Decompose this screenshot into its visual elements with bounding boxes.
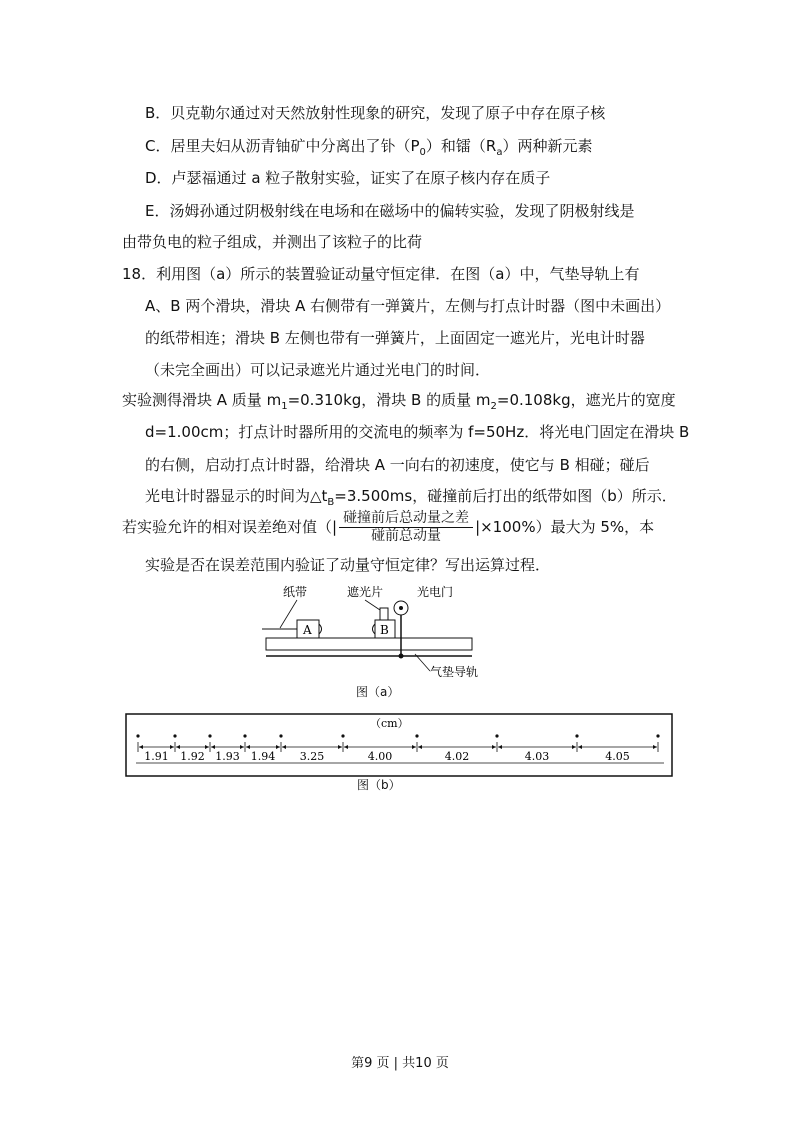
option-c-sub1: 0 bbox=[419, 147, 426, 158]
tape-segment-label: 3.25 bbox=[299, 750, 325, 763]
leader-tape bbox=[280, 600, 297, 628]
label-shade: 遮光片 bbox=[347, 585, 384, 599]
tape-dot bbox=[173, 734, 176, 737]
option-c-mid: ）和镭（R bbox=[425, 137, 497, 155]
q18-line9-a: 若实验允许的相对误差绝对值（| bbox=[122, 518, 338, 536]
air-track bbox=[266, 638, 472, 650]
option-e-line1: E．汤姆孙通过阴极射线在电场和在磁场中的偏转实验，发现了阴极射线是 bbox=[145, 202, 635, 220]
tape-arrowhead bbox=[492, 745, 496, 749]
q18-line2: A、B 两个滑块，滑块 A 右侧带有一弹簧片，左侧与打点计时器（图中未画出） bbox=[145, 297, 671, 315]
q18-line3: 的纸带相连；滑块 B 左侧也带有一弹簧片，上面固定一遮光片，光电计时器 bbox=[145, 329, 645, 347]
tape-segment-label: 4.05 bbox=[605, 750, 630, 763]
option-c-sub2: a bbox=[496, 147, 503, 158]
tape-dot bbox=[575, 734, 578, 737]
figure-a-caption: 图（a） bbox=[356, 685, 400, 699]
tape-arrowhead bbox=[572, 745, 576, 749]
label-gate: 光电门 bbox=[417, 585, 454, 599]
tape-arrowhead bbox=[139, 745, 143, 749]
figure-b-caption: 图（b） bbox=[357, 778, 401, 792]
tape-dot bbox=[341, 734, 344, 737]
error-fraction bbox=[339, 510, 473, 545]
tape-arrowhead bbox=[498, 745, 502, 749]
label-tape: 纸带 bbox=[283, 585, 308, 599]
q18-line5-c: =0.108kg，遮光片的宽度 bbox=[496, 391, 676, 409]
shading-plate bbox=[380, 608, 388, 620]
tape-segment-label: 1.92 bbox=[180, 750, 205, 763]
page-footer: 第9 页 | 共10 页 bbox=[351, 1056, 449, 1071]
figure-a bbox=[0, 580, 800, 700]
tape-unit: （cm） bbox=[370, 717, 409, 730]
photogate-dot bbox=[399, 606, 403, 610]
option-e-line2: 由带负电的粒子组成，并测出了该粒子的比荷 bbox=[122, 233, 423, 251]
tape-arrowhead bbox=[176, 745, 180, 749]
q18-line6: d=1.00cm；打点计时器所用的交流电的频率为 f=50Hz．将光电门固定在滑块 B bbox=[145, 423, 690, 441]
tape-dot bbox=[656, 734, 659, 737]
option-c bbox=[145, 136, 593, 163]
option-c-pre: C．居里夫妇从沥青铀矿中分离出了钋（P bbox=[145, 137, 420, 155]
tape-dot bbox=[136, 734, 139, 737]
tape-segment-label: 4.03 bbox=[524, 750, 550, 763]
q18-line10: 实验是否在误差范围内验证了动量守恒定律？写出运算过程． bbox=[145, 556, 551, 574]
tape-segment-label: 1.91 bbox=[144, 750, 169, 763]
option-c-post: ）两种新元素 bbox=[502, 137, 593, 155]
tape-arrowhead bbox=[211, 745, 215, 749]
block-b-label: B bbox=[380, 623, 389, 637]
tape-arrowhead bbox=[240, 745, 244, 749]
fraction-denominator: 碰前总动量 bbox=[371, 528, 442, 544]
tape-arrowhead bbox=[653, 745, 657, 749]
q18-line8-sub: B bbox=[327, 497, 335, 508]
tape-arrowhead bbox=[578, 745, 582, 749]
q18-line9 bbox=[122, 509, 654, 545]
q18-line5-a: 实验测得滑块 A 质量 m bbox=[122, 391, 282, 409]
tape-arrowhead bbox=[418, 745, 422, 749]
tape-arrowhead bbox=[246, 745, 250, 749]
tape-segment-label: 1.94 bbox=[250, 750, 276, 763]
q18-line5-sub1: 1 bbox=[281, 401, 288, 412]
label-track: 气垫导轨 bbox=[430, 665, 479, 679]
q18-line5 bbox=[122, 390, 676, 417]
tape-dot bbox=[279, 734, 282, 737]
tape-arrowhead bbox=[276, 745, 280, 749]
fraction-numerator: 碰撞前后总动量之差 bbox=[339, 510, 473, 528]
tape-dot bbox=[415, 734, 418, 737]
tape-arrowhead bbox=[344, 745, 348, 749]
q18-line9-b: |×100%）最大为 5%，本 bbox=[475, 518, 655, 536]
leader-shade bbox=[365, 600, 380, 610]
tape-arrowhead bbox=[412, 745, 416, 749]
tape-segment-label: 4.00 bbox=[367, 750, 393, 763]
q18-line8-b: =3.500ms，碰撞前后打出的纸带如图（b）所示． bbox=[334, 487, 677, 505]
q18-line5-sub2: 2 bbox=[490, 401, 497, 412]
q18-line5-b: =0.310kg，滑块 B 的质量 m bbox=[287, 391, 491, 409]
tape-segment-label: 1.93 bbox=[215, 750, 240, 763]
tape-segment-label: 4.02 bbox=[444, 750, 470, 763]
option-b: B．贝克勒尔通过对天然放射性现象的研究，发现了原子中存在原子核 bbox=[145, 104, 606, 122]
tape-arrowhead bbox=[282, 745, 286, 749]
tape-arrowhead bbox=[205, 745, 209, 749]
q18-line7: 的右侧，启动打点计时器，给滑块 A 一向右的初速度，使它与 B 相碰；碰后 bbox=[145, 456, 650, 474]
tape-arrowhead bbox=[338, 745, 342, 749]
tape-dot bbox=[243, 734, 246, 737]
figure-b bbox=[0, 710, 800, 780]
tape-dot bbox=[495, 734, 498, 737]
option-d: D．卢瑟福通过 a 粒子散射实验，证实了在原子核内存在质子 bbox=[145, 169, 551, 187]
q18-line8-a: 光电计时器显示的时间为△t bbox=[145, 487, 328, 505]
block-a-label: A bbox=[303, 623, 312, 637]
q18-line4: （未完全画出）可以记录遮光片通过光电门的时间． bbox=[145, 361, 491, 379]
tape-arrowhead bbox=[170, 745, 174, 749]
tape-dot bbox=[208, 734, 211, 737]
q18-line1: 18．利用图（a）所示的装置验证动量守恒定律．在图（a）中，气垫导轨上有 bbox=[122, 265, 640, 283]
photogate-base bbox=[399, 654, 404, 659]
